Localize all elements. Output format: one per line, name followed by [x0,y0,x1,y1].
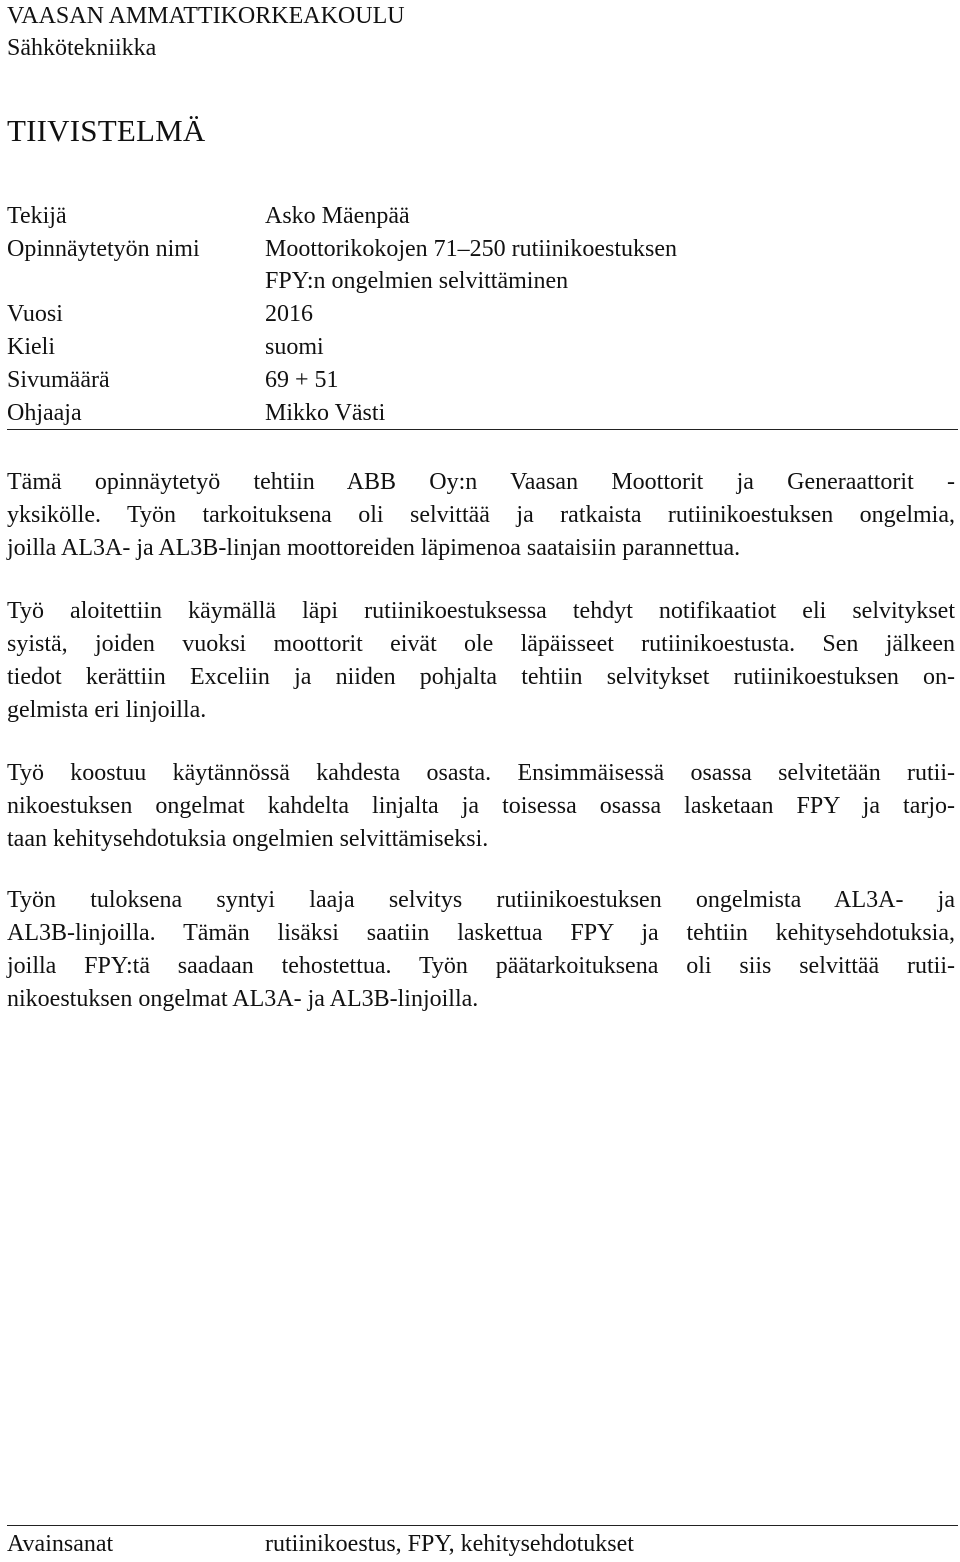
meta-label: Ohjaaja [7,400,82,426]
abstract-paragraph-1 [7,466,955,565]
meta-value: 69 + 51 [265,367,339,393]
abstract-paragraph-2 [7,595,955,727]
paragraph-line: Työn tuloksena syntyi laaja selvitys rutiinikoestuksen ongelmista AL3A- ja [7,887,955,913]
meta-label: Vuosi [7,301,63,327]
abstract-paragraph-3 [7,757,955,856]
keywords-row [7,1528,957,1561]
page-title: TIIVISTELMÄ [7,113,206,148]
abstract-paragraph-4 [7,884,955,1016]
meta-value: Moottorikokojen 71–250 rutiinikoestuksen [265,236,677,262]
paragraph-line: yksikölle. Työn tarkoituksena oli selvittää ja ratkaista rutiinikoestuksen ongelmia, [7,502,955,528]
paragraph-line: joilla AL3A- ja AL3B-linjan moottoreiden läpimenoa saataisiin parannettua. [7,535,741,561]
meta-label: Opinnäytetyön nimi [7,236,200,262]
meta-value: suomi [265,334,324,360]
meta-label: Sivumäärä [7,367,110,393]
paragraph-line: AL3B-linjoilla. Tämän lisäksi saatiin laskettua FPY ja tehtiin kehitysehdotuksia, [7,920,955,946]
keywords-value: rutiinikoestus, FPY, kehitysehdotukset [265,1531,634,1557]
meta-label: Kieli [7,334,55,360]
paragraph-line: gelmista eri linjoilla. [7,697,207,723]
abstract-page [7,0,957,1562]
meta-row-language [7,331,957,364]
divider-top [7,429,958,430]
institution-name: VAASAN AMMATTIKORKEAKOULU [7,3,405,29]
paragraph-line: Työ aloitettiin käymällä läpi rutiinikoestuksessa tehdyt notifikaatiot eli selvitykset [7,598,955,624]
paragraph-line: nikoestuksen ongelmat AL3A- ja AL3B-linjoilla. [7,986,479,1012]
paragraph-line: Tämä opinnäytetyö tehtiin ABB Oy:n Vaasan Moottorit ja Generaattorit - [7,469,955,495]
paragraph-line: Työ koostuu käytännössä kahdesta osasta. Ensimmäisessä osassa selvitetään rutii- [7,760,955,786]
meta-row-author [7,200,957,233]
meta-value: FPY:n ongelmien selvittäminen [265,268,569,294]
paragraph-line: nikoestuksen ongelmat kahdelta linjalta ja toisessa osassa lasketaan FPY ja tarjo- [7,793,955,819]
department-name: Sähkötekniikka [7,35,157,61]
paragraph-line: taan kehitysehdotuksia ongelmien selvittämiseksi. [7,826,489,852]
meta-value: 2016 [265,301,313,327]
paragraph-line: syistä, joiden vuoksi moottorit eivät ole läpäisseet rutiinikoestusta. Sen jälkeen [7,631,955,657]
meta-row-thesis-title [7,233,957,266]
meta-row-supervisor [7,397,957,430]
meta-value: Mikko Västi [265,400,386,426]
meta-row-year [7,298,957,331]
meta-value: Asko Mäenpää [265,203,410,229]
meta-row-page-count [7,364,957,397]
keywords-label: Avainsanat [7,1531,114,1557]
divider-bottom [7,1525,958,1526]
paragraph-line: joilla FPY:tä saadaan tehostettua. Työn päätarkoituksena oli siis selvittää rutii- [7,953,955,979]
paragraph-line: tiedot kerättiin Exceliin ja niiden pohjalta tehtiin selvitykset rutiinikoestuksen on- [7,664,955,690]
meta-row-thesis-title-continued [7,265,957,298]
meta-label: Tekijä [7,203,67,229]
